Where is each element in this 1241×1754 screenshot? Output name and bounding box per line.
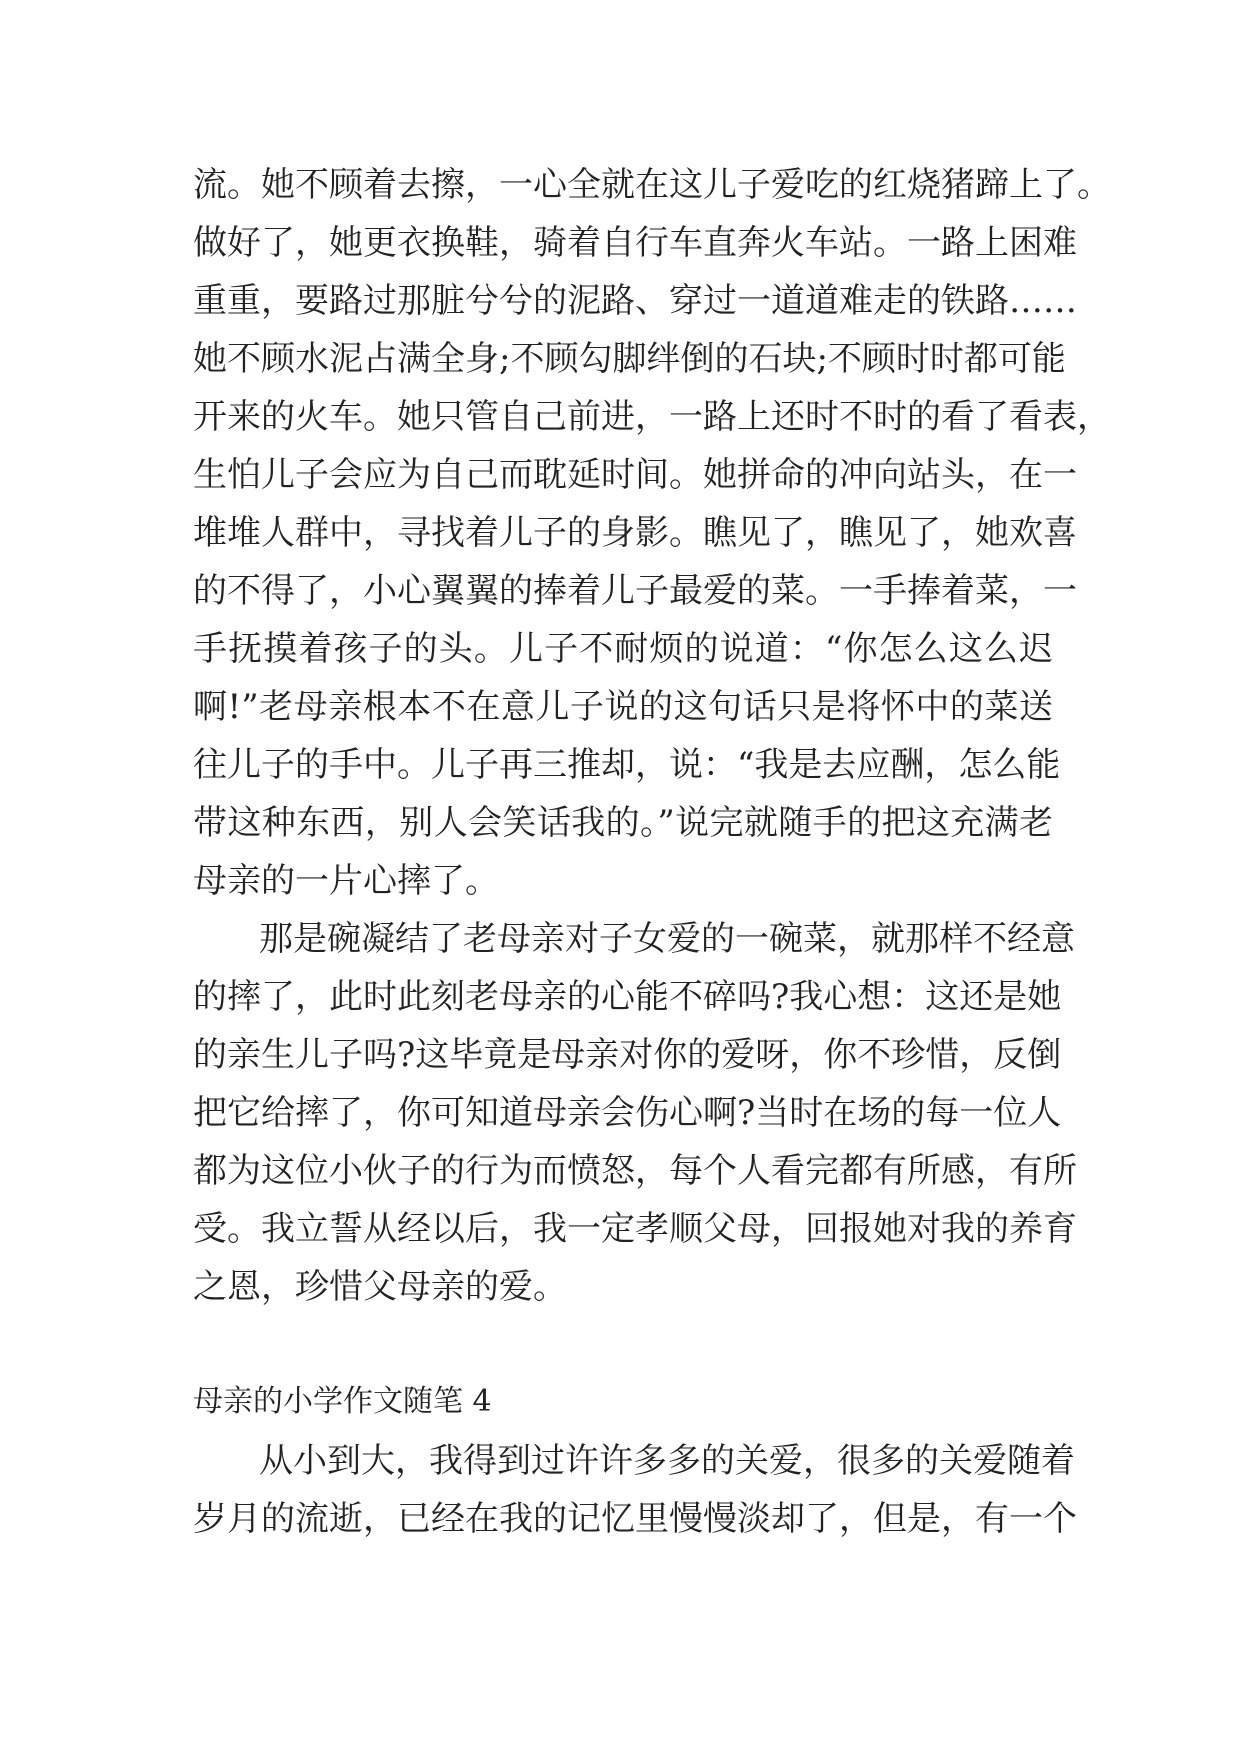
text-line: 的摔了，此时此刻老母亲的心能不碎吗?我心想：这还是她 — [193, 977, 1062, 1017]
text-line: 往儿子的手中。儿子再三推却，说：“我是去应酬，怎么能 — [193, 745, 1061, 785]
text-line: 都为这位小伙子的行为而愤怒，每个人看完都有所感，有所 — [193, 1151, 1077, 1191]
text-line: 生怕儿子会应为自己而耽延时间。她拼命的冲向站头，在一 — [193, 455, 1077, 495]
text-line: 把它给摔了，你可知道母亲会伤心啊?当时在场的每一位人 — [193, 1093, 1062, 1133]
text-line: 母亲的一片心摔了。 — [193, 861, 499, 901]
text-line: 堆堆人群中，寻找着儿子的身影。瞧见了，瞧见了，她欢喜 — [193, 513, 1077, 553]
text-line: 重重，要路过那脏兮兮的泥路、穿过一道道难走的铁路…… — [193, 281, 1077, 321]
text-line: 岁月的流逝，已经在我的记忆里慢慢淡却了，但是，有一个 — [193, 1499, 1077, 1539]
text-line: 手抚摸着孩子的头。儿子不耐烦的说道：“你怎么这么迟 — [193, 629, 1053, 669]
section-heading: 母亲的小学作文随笔 4 — [193, 1384, 492, 1419]
text-line: 做好了，她更衣换鞋，骑着自行车直奔火车站。一路上困难 — [193, 223, 1077, 263]
text-line: 受。我立誓从经以后，我一定孝顺父母，回报她对我的养育 — [193, 1209, 1077, 1249]
text-line: 那是碗凝结了老母亲对子女爱的一碗菜，就那样不经意 — [259, 919, 1075, 959]
text-line: 流。她不顾着去擦，一心全就在这儿子爱吃的红烧猪蹄上了。 — [193, 165, 1111, 205]
text-line: 的不得了，小心翼翼的捧着儿子最爱的菜。一手捧着菜，一 — [193, 571, 1077, 611]
text-line: 之恩，珍惜父母亲的爱。 — [193, 1267, 567, 1307]
text-line: 她不顾水泥占满全身;不顾勾脚绊倒的石块;不顾时时都可能 — [193, 339, 1066, 379]
text-line: 开来的火车。她只管自己前进，一路上还时不时的看了看表， — [193, 397, 1111, 437]
text-line: 带这种东西，别人会笑话我的。”说完就随手的把这充满老 — [193, 803, 1053, 843]
text-line: 从小到大，我得到过许许多多的关爱，很多的关爱随着 — [259, 1441, 1075, 1481]
text-line: 的亲生儿子吗?这毕竟是母亲对你的爱呀，你不珍惜，反倒 — [193, 1035, 1062, 1075]
text-line: 啊!”老母亲根本不在意儿子说的这句话只是将怀中的菜送 — [193, 687, 1053, 727]
